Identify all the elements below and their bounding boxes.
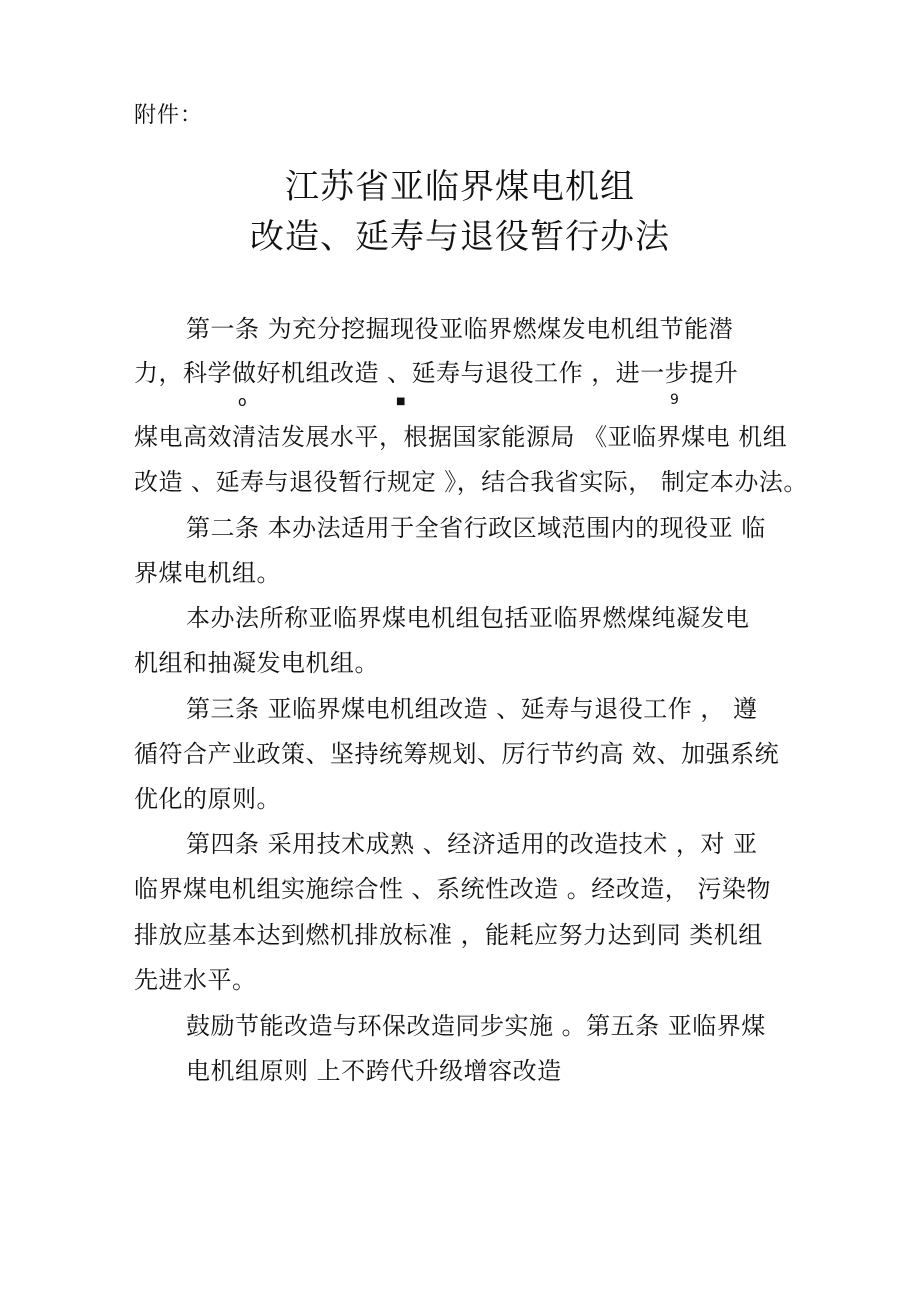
body-line: 第四条 采用技术成熟 、经济适用的改造技术 ，对 亚 xyxy=(186,830,758,858)
stray-mark-circle: o xyxy=(238,394,247,410)
body-line: 本办法所称亚临界煤电机组包括亚临界燃煤纯凝发电 xyxy=(186,604,750,632)
body-line: 第一条 为充分挖掘现役亚临界燃煤发电机组节能潜 xyxy=(186,315,734,343)
body-line: 第二条 本办法适用于全省行政区域范围内的现役亚 临 xyxy=(186,514,766,542)
attachment-label: 附件： xyxy=(134,103,204,128)
body-line: 优化的原则。 xyxy=(134,785,281,813)
body-line: 鼓励节能改造与环保改造同步实施 。第五条 亚临界煤 xyxy=(186,1012,766,1040)
stray-mark-digit: 9 xyxy=(670,392,679,408)
body-line: 界煤电机组。 xyxy=(134,559,281,587)
document-title-line-2: 改造、延寿与退役暂行办法 xyxy=(250,217,670,257)
body-line: 排放应基本达到燃机排放标准 ，能耗应努力达到同 类机组 xyxy=(134,921,763,949)
body-line: 第三条 亚临界煤电机组改造 、延寿与退役工作 ， 遵 xyxy=(186,695,758,723)
body-line: 临界煤电机组实施综合性 、系统性改造 。经改造， 污染物 xyxy=(134,875,771,903)
body-line: 煤电高效清洁发展水平，根据国家能源局 《亚临界煤电 机组 xyxy=(134,423,788,451)
document-title-line-1: 江苏省亚临界煤电机组 xyxy=(285,167,635,207)
body-line: 电机组原则 上不跨代升级增容改造 xyxy=(186,1057,562,1085)
body-line: 机组和抽凝发电机组。 xyxy=(134,649,379,677)
body-line: 改造 、延寿与退役暂行规定 》，结合我省实际， 制定本办法。 xyxy=(134,468,808,496)
body-line: 循符合产业政策、坚持统筹规划、厉行节约高 效、加强系统 xyxy=(134,740,780,768)
body-line: 先进水平。 xyxy=(134,966,257,994)
body-line: 力，科学做好机组改造 、延寿与退役工作 ，进一步提升 xyxy=(134,359,739,387)
stray-mark-square: ■ xyxy=(396,396,406,407)
